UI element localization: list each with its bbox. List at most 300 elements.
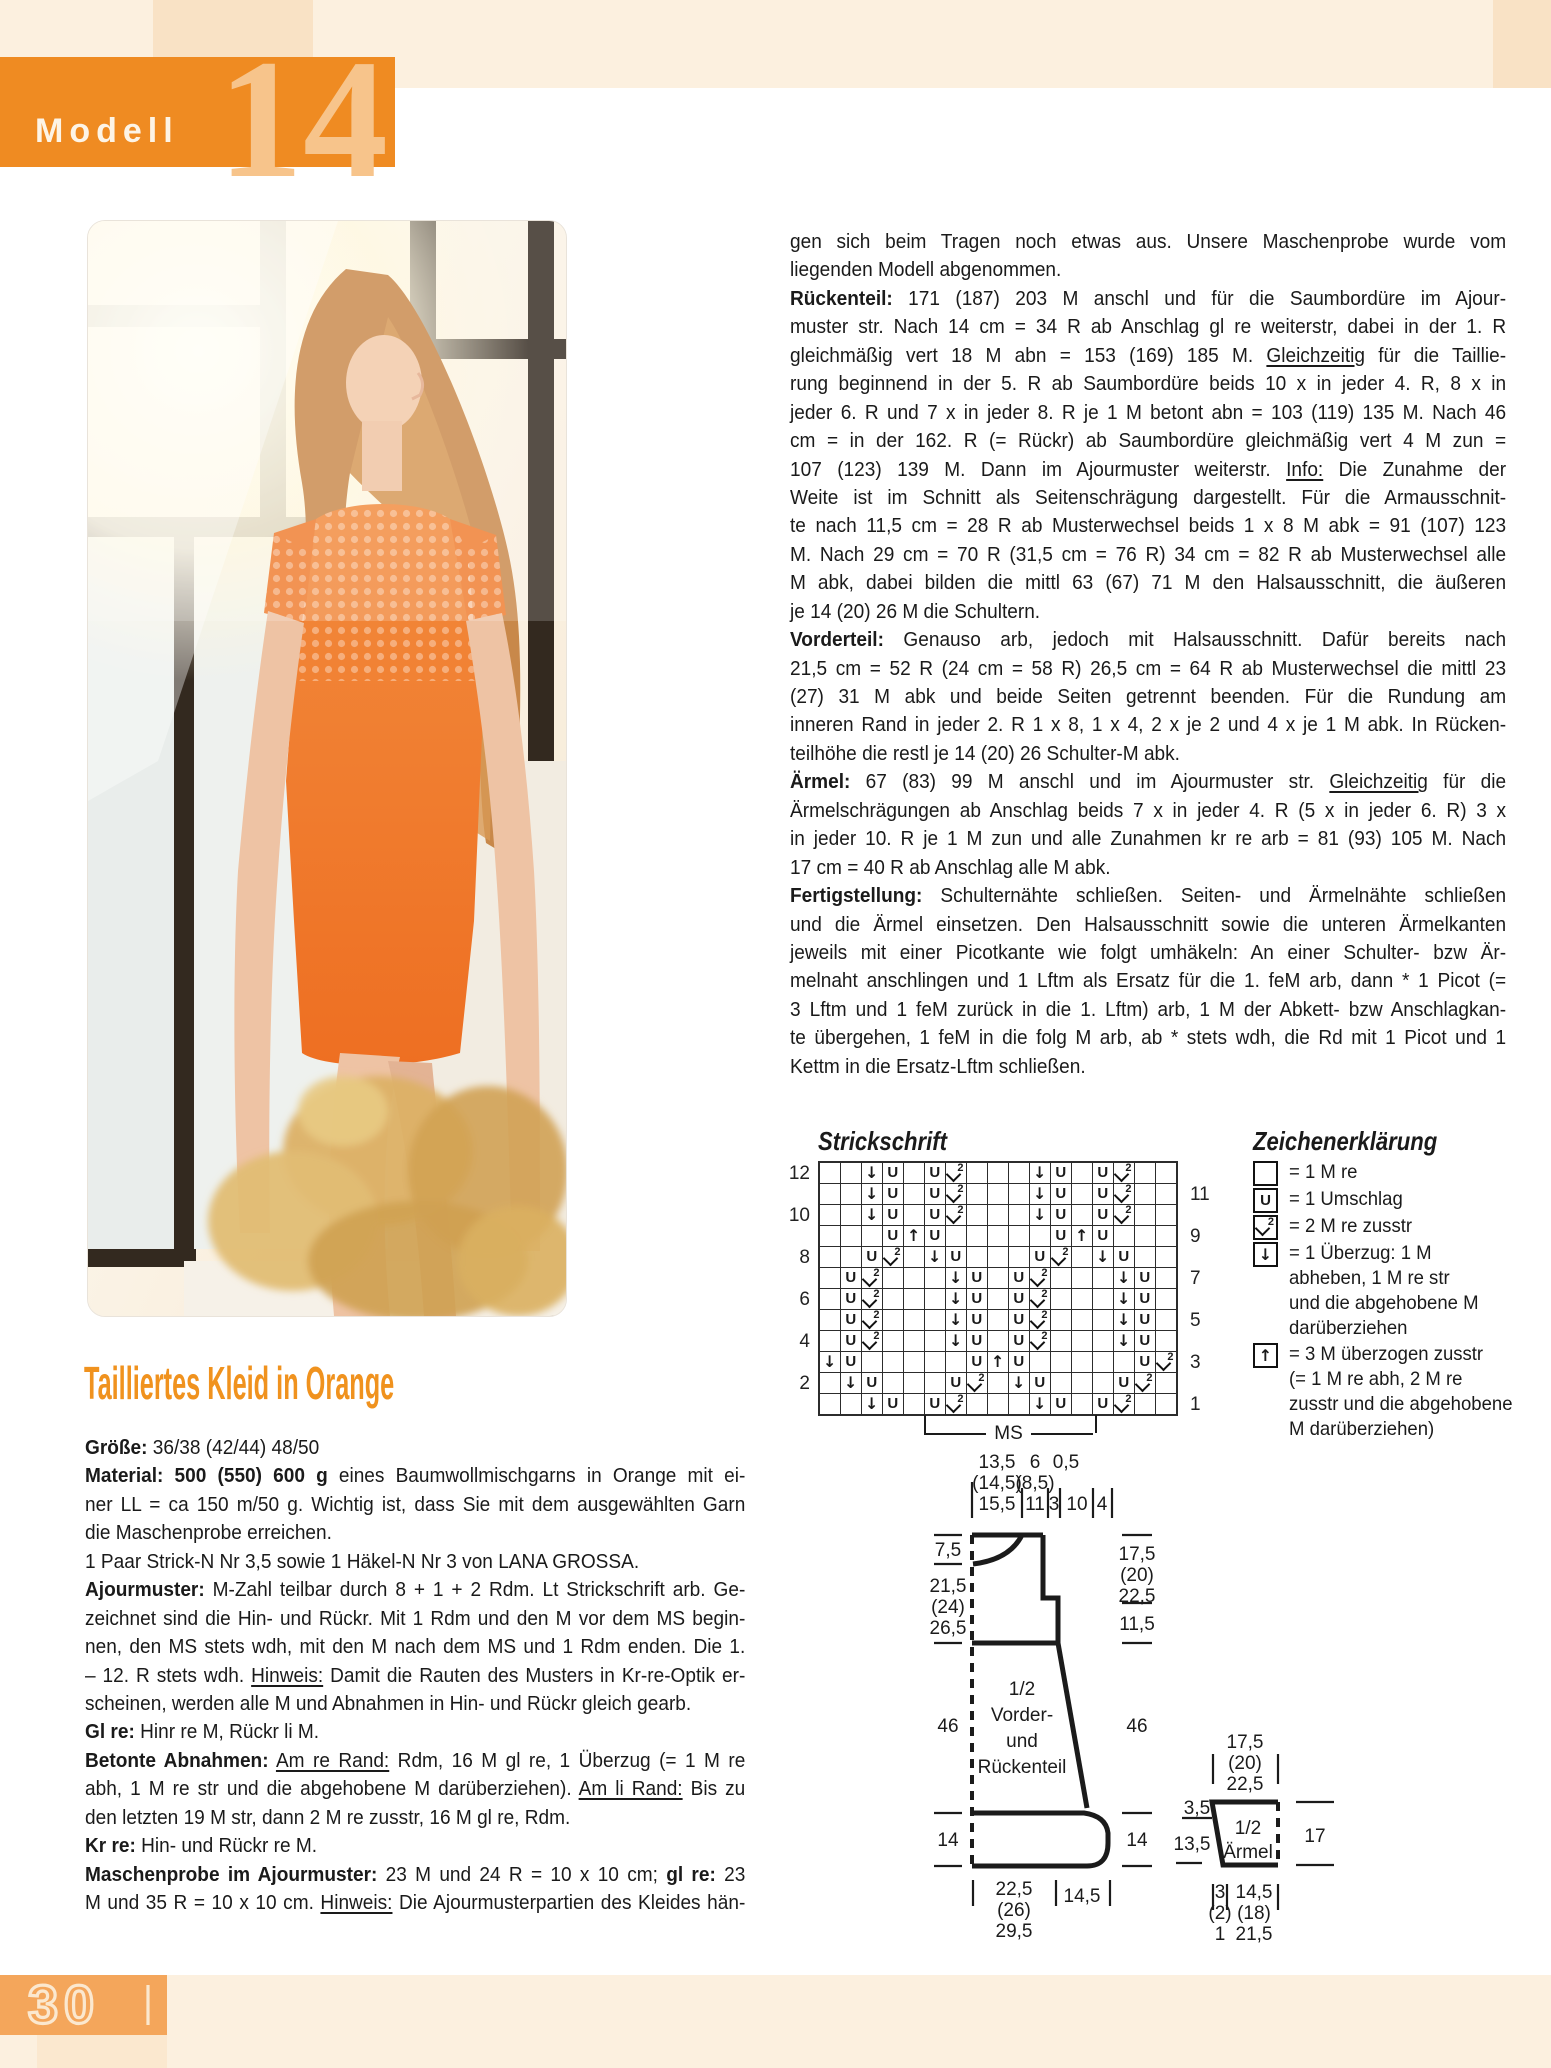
text-line: Maschenprobe im Ajourmuster: 23 M und 24 R = 10 x 10 cm; gl re: 23 [85,1862,746,1886]
text-line: 1 Paar Strick-N Nr 3,5 sowie 1 Häkel-N Nr 3 von LANA GROSSA. [85,1549,640,1573]
chart-cell [1114,1226,1134,1246]
chart-cell [904,1184,924,1204]
chart-cell [1009,1289,1029,1309]
k2tog-symbol: 2 [883,1247,903,1267]
text-line: teilhöhe die restl je 14 (20) 26 Schulter-M abk. [790,741,1180,765]
chart-cell [1051,1331,1071,1351]
slip-psso-symbol: ↓ [928,1246,942,1266]
svg-text:(14,5): (14,5) [972,1473,1022,1494]
yarnover-symbol: U [845,1290,857,1308]
chart-cell [883,1289,903,1309]
top-band-accent-right [1493,0,1551,88]
chart-cell [862,1247,882,1267]
chart-cell [1093,1268,1113,1288]
schnitt-diagram [870,1440,1360,2020]
yarnover-symbol: U [929,1164,941,1182]
chart-cell [988,1289,1008,1309]
yarnover-symbol: U [1097,1206,1109,1224]
yarnover-symbol: U [1055,1227,1067,1245]
yarnover-symbol: U [1055,1395,1067,1413]
yarnover-symbol: U [1097,1227,1109,1245]
chart-cell [862,1352,882,1372]
chart-cell [988,1331,1008,1351]
chart-cell [883,1352,903,1372]
chart-cell [1093,1184,1113,1204]
chart-cell [1135,1226,1155,1246]
chart-cell [1114,1373,1134,1393]
yarnover-symbol: U [1097,1164,1109,1182]
chart-cell [883,1310,903,1330]
text-line: jeder 6. R und 7 x in jeder 8. R je 1 M betont abn = 103 (119) 135 M. Nach 46 [790,400,1507,424]
chart-cell [1072,1268,1092,1288]
chart-cell [883,1394,903,1414]
chart-cell [1114,1310,1134,1330]
chart-cell [988,1205,1008,1225]
chart-cell [925,1184,945,1204]
yarnover-symbol: U [1013,1269,1025,1287]
chart-cell [1156,1352,1176,1372]
yarnover-symbol: U [866,1374,878,1392]
chart-cell [841,1310,861,1330]
chart-cell [967,1268,987,1288]
legend-text: = 1 Überzug: 1 M abheben, 1 M re str und die abgehobene M darüberziehen [1289,1242,1479,1339]
chart-cell [967,1289,987,1309]
chart-cell [1051,1205,1071,1225]
chart-cell [967,1226,987,1246]
chart-cell [883,1226,903,1246]
chart-cell [820,1205,840,1225]
chart-cell [1072,1352,1092,1372]
chart-cell [1009,1205,1029,1225]
chart-cell [1051,1226,1071,1246]
chart-cell [946,1394,966,1414]
text-line: 3 Lftm und 1 feM zurück in die 1. Lftm) arb, 1 M der Abkett- bzw Anschlagkan- [790,997,1507,1021]
svg-text:Ärmel: Ärmel [1223,1842,1273,1863]
chart-cell [904,1205,924,1225]
model-photo [87,220,567,1317]
yarnover-symbol: U [1139,1332,1151,1350]
chart-cell [946,1352,966,1372]
slip-psso-symbol: ↓ [865,1204,879,1224]
text-line: Material: 500 (550) 600 g eines Baumwollmischgarns in Orange mit ei- [85,1464,746,1488]
text-line: zeichnet sind die Hin- und Rückr. Mit 1 Rdm und den M vor dem MS begin- [85,1606,746,1630]
svg-text:(20): (20) [1120,1565,1154,1586]
legend-item [1253,1241,1483,1341]
chart-cell [841,1352,861,1372]
text-line: ner LL = ca 150 m/50 g. Wichtig ist, dass Sie mit dem ausgewählten Garn [85,1492,746,1516]
chart-row-number: 9 [1190,1226,1201,1247]
chart-cell [820,1331,840,1351]
chart-cell [1051,1163,1071,1183]
yarnover-symbol: U [1139,1353,1151,1371]
k2tog-symbol: 2 [946,1163,966,1183]
chart-cell [925,1373,945,1393]
yarnover-symbol: U [971,1290,983,1308]
chart-cell [1093,1331,1113,1351]
svg-text:22,5: 22,5 [1118,1586,1156,1607]
text-line: M abk, dabei bilden die mittl 63 (67) 71 M den Halsausschnitt, die äußeren [790,571,1507,595]
chart-cell [862,1184,882,1204]
knitting-chart [818,1161,1178,1416]
yarnover-symbol: U [887,1395,899,1413]
chart-cell [820,1247,840,1267]
chart-cell [946,1373,966,1393]
yarnover-symbol: U [887,1206,899,1224]
chart-cell [862,1310,882,1330]
chart-cell [988,1163,1008,1183]
yarnover-symbol: U [1013,1332,1025,1350]
chart-cell [904,1268,924,1288]
chart-cell [1072,1163,1092,1183]
chart-cell [1156,1310,1176,1330]
text-line: Ärmelschrägungen ab Anschlag beids 7 x in jeder 4. R (5 x in jeder 6. R) 3 x [790,798,1507,822]
chart-cell [925,1247,945,1267]
yarnover-symbol: U [971,1269,983,1287]
yarnover-symbol: U [845,1311,857,1329]
text-line: scheinen, werden alle M und Abnahmen in Hin- und Rückr gleich gearb. [85,1691,692,1715]
chart-cell [1114,1394,1134,1414]
slip-psso-symbol: ↓ [1096,1246,1110,1266]
svg-text:4: 4 [1096,1494,1108,1515]
chart-cell [1030,1310,1050,1330]
yarnover-symbol: U [1013,1353,1025,1371]
text-line: M und 35 R = 10 x 10 cm. Hinweis: Die Ajourmusterpartien des Kleides hän- [85,1891,746,1914]
legend-text: = 3 M überzogen zusstr (= 1 M re abh, 2 M re zusstr und die abgehobene M darüberziehen) [1289,1343,1513,1440]
text-line: Kr re: Hin- und Rückr re M. [85,1834,318,1858]
chart-cell [946,1205,966,1225]
yarnover-symbol: U [1034,1248,1046,1266]
chart-cell [946,1310,966,1330]
text-line: 17 cm = 40 R ab Anschlag alle M abk. [790,855,1111,879]
chart-cell [1135,1289,1155,1309]
sleeve-length: 17 [1304,1826,1326,1847]
chart-cell [862,1163,882,1183]
chart-cell [967,1352,987,1372]
yarnover-symbol: U [1118,1248,1130,1266]
chart-cell [904,1394,924,1414]
slip-psso-symbol: ↓ [1117,1309,1131,1329]
chart-cell [1114,1163,1134,1183]
chart-cell [862,1394,882,1414]
page-number-art [0,1975,167,2035]
chart-cell [925,1268,945,1288]
yarnover-symbol: U [1139,1311,1151,1329]
text-line: Vorderteil: Genauso arb, jedoch mit Halsausschnitt. Dafür bereits nach [790,628,1507,652]
ms-line-left [924,1433,986,1435]
chart-cell [925,1289,945,1309]
chart-cell [1009,1163,1029,1183]
text-line: 107 (123) 139 M. Dann im Ajourmuster weiterstr. Info: Die Zunahme der [790,457,1507,481]
chart-cell [1072,1205,1092,1225]
slip-psso-symbol: ↓ [823,1351,837,1371]
slip-psso-symbol: ↓ [949,1330,963,1350]
text-line: cm = in der 162. R (= Rückr) ab Saumbordüre gleichmäßig vert 4 M zun = [790,429,1507,453]
chart-cell [1093,1352,1113,1372]
k2tog-symbol: 2 [1051,1247,1071,1267]
svg-text:11: 11 [1025,1494,1045,1515]
chart-cell [1009,1373,1029,1393]
chart-cell [1030,1373,1050,1393]
chart-cell [925,1331,945,1351]
chart-cell [904,1352,924,1372]
chart-cell [1009,1226,1029,1246]
yarnover-symbol: U [887,1227,899,1245]
model-number: 14 [218,25,388,213]
chart-row-number: 3 [1190,1352,1201,1373]
chart-cell [1030,1184,1050,1204]
ms-label: MS [994,1423,1023,1444]
chart-cell [988,1268,1008,1288]
chart-cell [1114,1205,1134,1225]
text-line: inneren Rand in jeder 2. R 1 x 8, 1 x 4, 2 x je 2 und 4 x je 1 M abk. In Rücken- [790,713,1507,737]
yarnover-symbol: U [971,1332,983,1350]
chart-cell [841,1373,861,1393]
chart-cell [904,1289,924,1309]
chart-cell [1135,1352,1155,1372]
chart-cell [841,1184,861,1204]
model-label: Modell [35,112,179,150]
chart-cell [1156,1373,1176,1393]
chart-cell [883,1268,903,1288]
chart-cell [1156,1205,1176,1225]
body-length-right: 46 [1126,1716,1148,1737]
text-line: jeweils mit einer Picotkante wie folgt umhäkeln: An einer Schulter- bzw Är- [790,940,1507,964]
yarnover-symbol: U [929,1206,941,1224]
slip-psso-symbol: ↓ [865,1183,879,1203]
svg-text:14: 14 [1126,1830,1148,1851]
yarnover-symbol: U [1139,1269,1151,1287]
chart-cell [1009,1394,1029,1414]
chart-cell [904,1163,924,1183]
chart-cell [967,1331,987,1351]
chart-cell [820,1373,840,1393]
chart-cell [883,1247,903,1267]
body-armhole: 11,5 [1119,1614,1155,1635]
svg-text:29,5: 29,5 [995,1921,1033,1942]
yarnover-symbol: U [887,1185,899,1203]
article-title: Tailliertes Kleid in Orange [84,1357,395,1409]
chart-cell [1009,1184,1029,1204]
slip-psso-symbol: ↓ [949,1267,963,1287]
chart-cell [904,1310,924,1330]
chart-cell [841,1394,861,1414]
chart-cell [1009,1331,1029,1351]
chart-cell [1009,1310,1029,1330]
chart-cell [841,1226,861,1246]
slip-psso-symbol: ↓ [949,1309,963,1329]
k2tog-symbol: 2 [946,1394,966,1414]
chart-cell [1030,1289,1050,1309]
sleeve-cap: 3,5 [1183,1798,1211,1819]
chart-cell [946,1289,966,1309]
chart-cell [841,1289,861,1309]
chart-cell [1030,1352,1050,1372]
yarnover-symbol: U [1055,1206,1067,1224]
text-line: 21,5 cm = 52 R (24 cm = 58 R) 26,5 cm = 64 R ab Musterwechsel die mittl 23 [790,656,1507,680]
body-length-left: 46 [937,1716,959,1737]
chart-cell [820,1289,840,1309]
chart-cell [1030,1226,1050,1246]
slip-psso-symbol: ↓ [1117,1330,1131,1350]
chart-cell [1093,1226,1113,1246]
knit-icon [1253,1161,1278,1186]
chart-cell [1051,1289,1071,1309]
chart-cell [967,1205,987,1225]
chart-cell [988,1310,1008,1330]
chart-cell [862,1268,882,1288]
chart-heading: Strickschrift [818,1126,947,1156]
chart-cell [925,1394,945,1414]
sl1-k2tog-psso-icon: ↑ [1253,1343,1278,1368]
chart-cell [967,1394,987,1414]
photo-illustration [88,221,566,1316]
chart-cell [883,1163,903,1183]
chart-cell [1051,1373,1071,1393]
body-label: 1/2 [1008,1679,1036,1700]
yarnover-symbol: U [1097,1395,1109,1413]
yarnover-symbol: U [929,1395,941,1413]
k2tog-symbol: 2 [862,1310,882,1330]
chart-cell [946,1247,966,1267]
chart-cell [862,1205,882,1225]
chart-cell [946,1163,966,1183]
text-line: Ärmel: 67 (83) 99 M anschl und im Ajourmuster str. Gleichzeitig für die [790,770,1507,794]
yarnover-symbol: U [950,1374,962,1392]
svg-text:(26): (26) [997,1900,1031,1921]
legend-text: = 1 M re [1289,1161,1358,1183]
yarnover-symbol: U [1118,1374,1130,1392]
text-line: und die Ärmel einsetzen. Den Halsausschnitt sowie die unteren Ärmelkanten [790,912,1507,936]
chart-row-number: 12 [788,1163,810,1184]
chart-row-number: 2 [799,1373,810,1394]
text-line: gen sich beim Tragen noch etwas aus. Unsere Maschenprobe wurde vom [790,230,1507,253]
chart-cell [1072,1289,1092,1309]
ms-line-right [1031,1433,1093,1435]
legend-text: = 1 Umschlag [1289,1188,1403,1210]
yarnover-symbol: U [971,1353,983,1371]
chart-cell [925,1310,945,1330]
slip-psso-symbol: ↓ [1117,1267,1131,1287]
double-decrease-symbol: ↑ [907,1225,921,1245]
chart-cell [1114,1268,1134,1288]
chart-row-number: 11 [1190,1184,1210,1205]
yarnover-symbol: U [1013,1290,1025,1308]
left-text-column [85,1434,745,1917]
text-line: nen, den MS stets wdh, mit den M nach dem MS und 1 Rdm enden. Die 1. [85,1635,746,1659]
chart-cell [1093,1394,1113,1414]
yo-icon: U [1253,1188,1278,1213]
svg-text:(18): (18) [1237,1903,1271,1924]
chart-cell [1114,1289,1134,1309]
chart-cell [1072,1394,1092,1414]
chart-cell [1156,1268,1176,1288]
svg-text:14: 14 [937,1830,959,1851]
legend-heading: Zeichenerklärung [1253,1126,1438,1156]
chart-cell [1030,1205,1050,1225]
chart-cell [925,1205,945,1225]
slip-psso-symbol: ↓ [1117,1288,1131,1308]
legend-item [1253,1160,1483,1186]
chart-cell [1009,1247,1029,1267]
chart-cell [1135,1184,1155,1204]
chart-row-number: 5 [1190,1310,1201,1331]
svg-text:1: 1 [1214,1924,1226,1945]
chart-cell [862,1289,882,1309]
chart-cell [988,1394,1008,1414]
text-line: te nach 11,5 cm = 28 R ab Musterwechsel beids 1 x 8 M abk = 91 (107) 123 [790,514,1507,538]
yarnover-symbol: U [971,1311,983,1329]
svg-text:14,5: 14,5 [1063,1886,1101,1907]
chart-cell [1135,1205,1155,1225]
k2tog-symbol: 2 [1135,1373,1155,1393]
chart-cell [862,1331,882,1351]
chart-cell [820,1352,840,1372]
k2tog-symbol: 2 [1156,1352,1176,1372]
chart-cell [820,1310,840,1330]
yarnover-symbol: U [866,1248,878,1266]
chart-cell [841,1268,861,1288]
chart-cell [1156,1289,1176,1309]
yarnover-symbol: U [1055,1185,1067,1203]
chart-cell [1114,1331,1134,1351]
chart-cell [1093,1373,1113,1393]
chart-cell [1093,1310,1113,1330]
chart-cell [862,1373,882,1393]
chart-cell [904,1226,924,1246]
chart-row-number: 4 [799,1331,810,1352]
svg-text:15,5: 15,5 [978,1494,1016,1515]
chart-cell [1072,1226,1092,1246]
body-hem-width: 22,5 [995,1879,1033,1900]
chart-cell [967,1373,987,1393]
chart-cell [1114,1247,1134,1267]
chart-cell [1030,1331,1050,1351]
sleeve-top-width: 17,5 [1226,1732,1264,1753]
chart-cell [1114,1184,1134,1204]
text-line: Rückenteil: 171 (187) 203 M anschl und für die Saumbordüre im Ajour- [790,286,1507,310]
chart-cell [1135,1373,1155,1393]
symbol-legend [1253,1160,1513,1443]
chart-cell [1093,1289,1113,1309]
chart-cell [1051,1268,1071,1288]
chart-cell [988,1184,1008,1204]
slip-psso-icon: ↓ [1253,1242,1278,1267]
yarnover-symbol: U [950,1248,962,1266]
chart-cell [1051,1352,1071,1372]
chart-cell [883,1184,903,1204]
chart-cell [841,1205,861,1225]
chart-cell [946,1268,966,1288]
yarnover-symbol: U [1055,1164,1067,1182]
chart-cell [946,1184,966,1204]
chart-cell [946,1226,966,1246]
sleeve-bottom-width: 14,5 [1235,1882,1273,1903]
k2tog-symbol: 2 [862,1331,882,1351]
svg-text:21,5: 21,5 [1235,1924,1273,1945]
svg-text:22,5: 22,5 [1226,1774,1264,1795]
k2tog-symbol: 2 [1114,1163,1134,1183]
legend-item [1253,1214,1483,1240]
k2tog-symbol: 2 [1114,1184,1134,1204]
text-line: rung beginnend in der 5. R ab Saumbordüre beids 10 x in jeder 4. R, 8 x in [790,372,1507,396]
chart-cell [1156,1163,1176,1183]
k2tog-symbol: 2 [862,1268,882,1288]
chart-cell [1051,1247,1071,1267]
chart-cell [967,1163,987,1183]
chart-cell [967,1247,987,1267]
chart-cell [1030,1163,1050,1183]
chart-cell [946,1331,966,1351]
